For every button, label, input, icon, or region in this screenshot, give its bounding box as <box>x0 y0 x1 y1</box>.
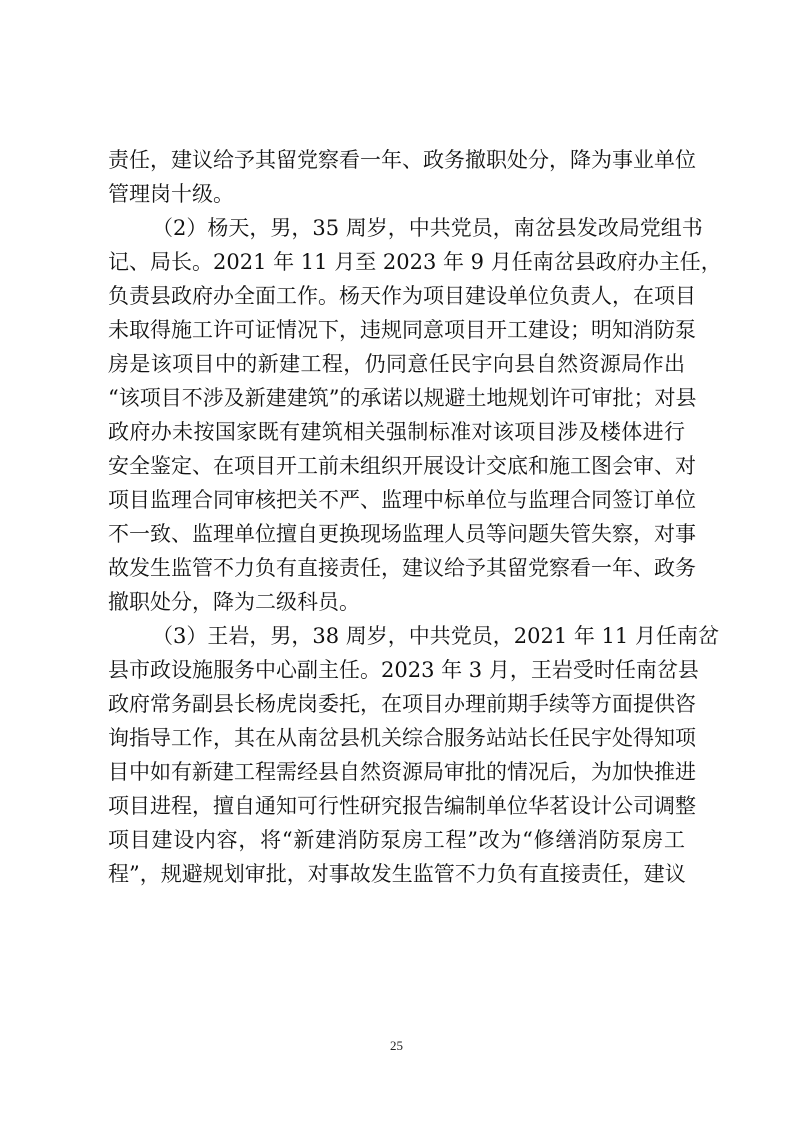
text-line: 目中如有新建工程需经县自然资源局审批的情况后，为加快推进 <box>108 760 696 784</box>
document-body <box>108 143 722 891</box>
text-line: 管理岗十级。 <box>108 182 234 206</box>
text-line: 程”，规避规划审批，对事故发生监管不力负有直接责任，建议 <box>108 862 686 886</box>
text-line: 不一致、监理单位擅自更换现场监理人员等问题失管失察，对事 <box>108 522 696 546</box>
text-line: 责任，建议给予其留党察看一年、政务撤职处分，降为事业单位 <box>108 148 696 172</box>
text-line: 撤职处分，降为二级科员。 <box>108 590 360 614</box>
text-line: 询指导工作，其在从南岔县机关综合服务站站长任民宇处得知项 <box>108 726 696 750</box>
paragraph <box>108 211 722 619</box>
text-line: 项目监理合同审核把关不严、监理中标单位与监理合同签订单位 <box>108 488 696 512</box>
paragraph <box>108 143 696 211</box>
text-line: 项目建设内容，将“新建消防泵房工程”改为“修缮消防泵房工 <box>108 828 685 852</box>
text-line: 故发生监管不力负有直接责任，建议给予其留党察看一年、政务 <box>108 556 696 580</box>
text-line: 政府常务副县长杨虎岗委托，在项目办理前期手续等方面提供咨 <box>108 692 696 716</box>
text-line: 县市政设施服务中心副主任。2023 年 3 月，王岩受时任南岔县 <box>108 658 699 682</box>
page-number: 25 <box>390 1038 403 1053</box>
text-line: 未取得施工许可证情况下，违规同意项目开工建设；明知消防泵 <box>108 318 696 342</box>
text-line: 房是该项目中的新建工程，仍同意任民宇向县自然资源局作出 <box>108 352 685 376</box>
text-line: 项目进程，擅自通知可行性研究报告编制单位华茗设计公司调整 <box>108 794 696 818</box>
paragraph <box>108 619 719 891</box>
text-line: 负责县政府办全面工作。杨天作为项目建设单位负责人，在项目 <box>108 284 696 308</box>
text-line: 记、局长。2021 年 11 月至 2023 年 9 月任南岔县政府办主任， <box>108 250 722 274</box>
text-line: （2）杨天，男，35 周岁，中共党员，南岔县发改局党组书 <box>152 216 703 240</box>
text-line: （3）王岩，男，38 周岁，中共党员，2021 年 11 月任南岔 <box>152 624 719 648</box>
text-line: 政府办未按国家既有建筑相关强制标准对该项目涉及楼体进行 <box>108 420 685 444</box>
text-line: “该项目不涉及新建建筑”的承诺以规避土地规划许可审批；对县 <box>108 386 697 410</box>
text-line: 安全鉴定、在项目开工前未组织开展设计交底和施工图会审、对 <box>108 454 696 478</box>
